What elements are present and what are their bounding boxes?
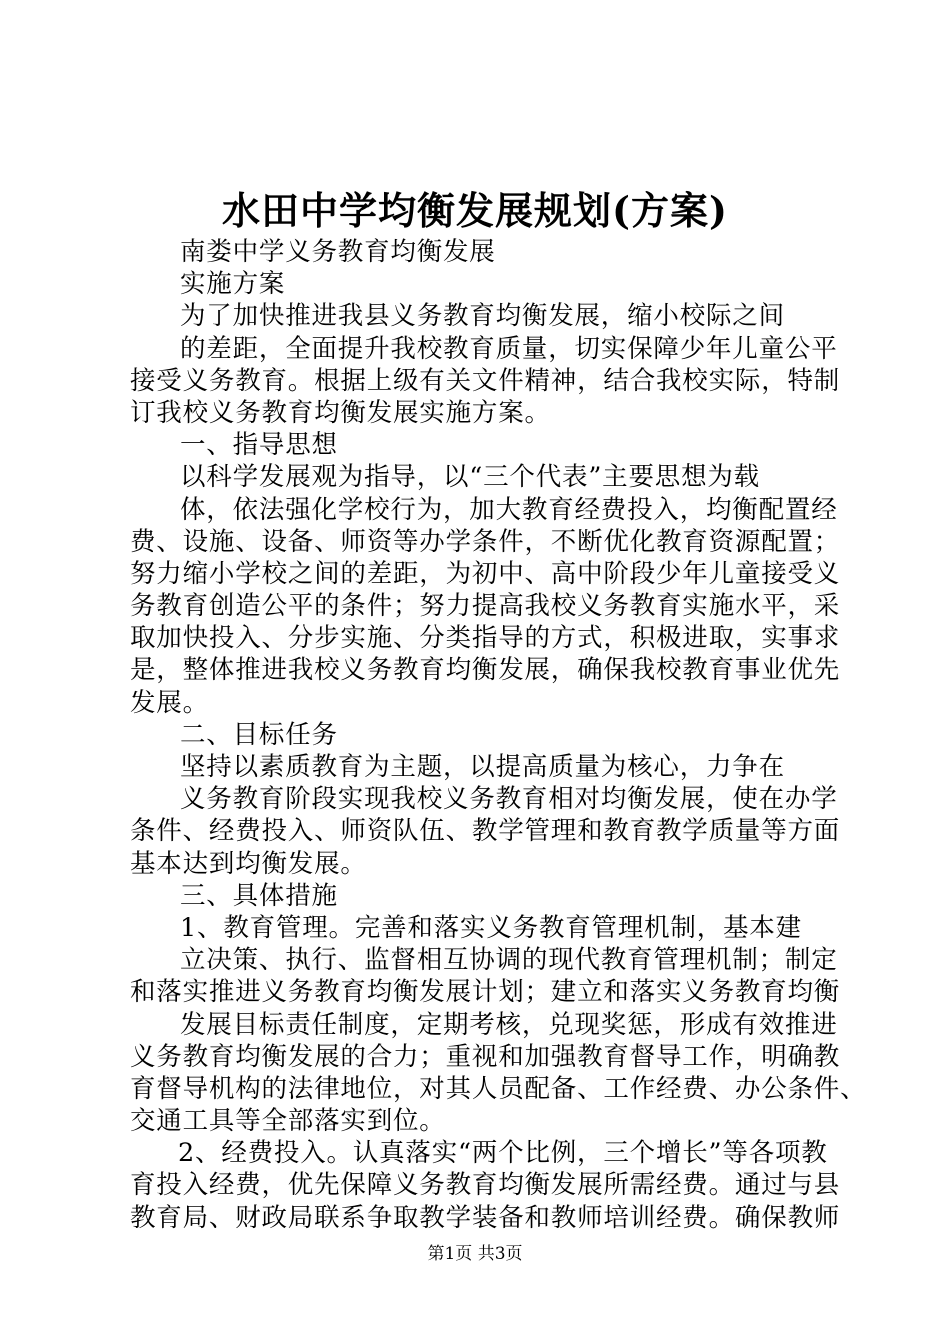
line-27: 育督导机构的法律地位，对其人员配备、工作经费、办公条件、 <box>130 1073 867 1104</box>
line-11: 努力缩小学校之间的差距，为初中、高中阶段少年儿童接受义 <box>130 558 841 589</box>
line-8: 以科学发展观为指导，以“三个代表”主要思想为载 <box>180 462 760 493</box>
line-3: 为了加快推进我县义务教育均衡发展，缩小校际之间 <box>180 301 785 332</box>
line-6: 订我校义务教育均衡发展实施方案。 <box>130 397 551 428</box>
line-7: 一、指导思想 <box>180 430 338 461</box>
line-24: 和落实推进义务教育均衡发展计划；建立和落实义务教育均衡 <box>130 977 841 1008</box>
line-22: 1、教育管理。完善和落实义务教育管理机制，基本建 <box>180 912 802 943</box>
line-16: 二、目标任务 <box>180 719 338 750</box>
line-13: 取加快投入、分步实施、分类指导的方式，积极进取，实事求 <box>130 623 841 654</box>
line-29: 2、经费投入。认真落实“两个比例，三个增长”等各项教 <box>178 1138 828 1169</box>
line-28: 交通工具等全部落实到位。 <box>130 1106 446 1137</box>
line-25: 发展目标责任制度，定期考核，兑现奖惩，形成有效推进 <box>180 1009 838 1040</box>
line-14: 是，整体推进我校义务教育均衡发展，确保我校教育事业优先 <box>130 655 841 686</box>
document-title: 水田中学均衡发展规划(方案) <box>222 188 728 233</box>
line-4: 的差距，全面提升我校教育质量，切实保障少年儿童公平 <box>180 333 838 364</box>
line-26: 义务教育均衡发展的合力；重视和加强教育督导工作，明确教 <box>130 1041 841 1072</box>
document-body <box>130 236 867 1234</box>
line-18: 义务教育阶段实现我校义务教育相对均衡发展，使在办学 <box>180 784 838 815</box>
line-17: 坚持以素质教育为主题，以提高质量为核心，力争在 <box>180 752 785 782</box>
line-12: 务教育创造公平的条件；努力提高我校义务教育实施水平，采 <box>130 591 841 622</box>
line-21: 三、具体措施 <box>180 880 338 911</box>
line-20: 基本达到均衡发展。 <box>130 848 367 879</box>
line-2: 实施方案 <box>180 269 286 300</box>
page-footer: 第1页 共3页 <box>427 1244 523 1264</box>
line-10: 费、设施、设备、师资等办学条件，不断优化教育资源配置； <box>130 526 841 557</box>
line-9: 体，依法强化学校行为，加大教育经费投入，均衡配置经 <box>180 494 838 525</box>
line-5: 接受义务教育。根据上级有关文件精神，结合我校实际，特制 <box>130 365 841 396</box>
line-30: 育投入经费，优先保障义务教育均衡发展所需经费。通过与县 <box>130 1170 841 1201</box>
line-1: 南娄中学义务教育均衡发展 <box>180 237 496 267</box>
line-23: 立决策、执行、监督相互协调的现代教育管理机制；制定 <box>180 945 838 976</box>
line-19: 条件、经费投入、师资队伍、教学管理和教育教学质量等方面 <box>130 816 841 847</box>
line-15: 发展。 <box>130 687 209 718</box>
line-31: 教育局、财政局联系争取教学装备和教师培训经费。确保教师 <box>130 1202 841 1233</box>
